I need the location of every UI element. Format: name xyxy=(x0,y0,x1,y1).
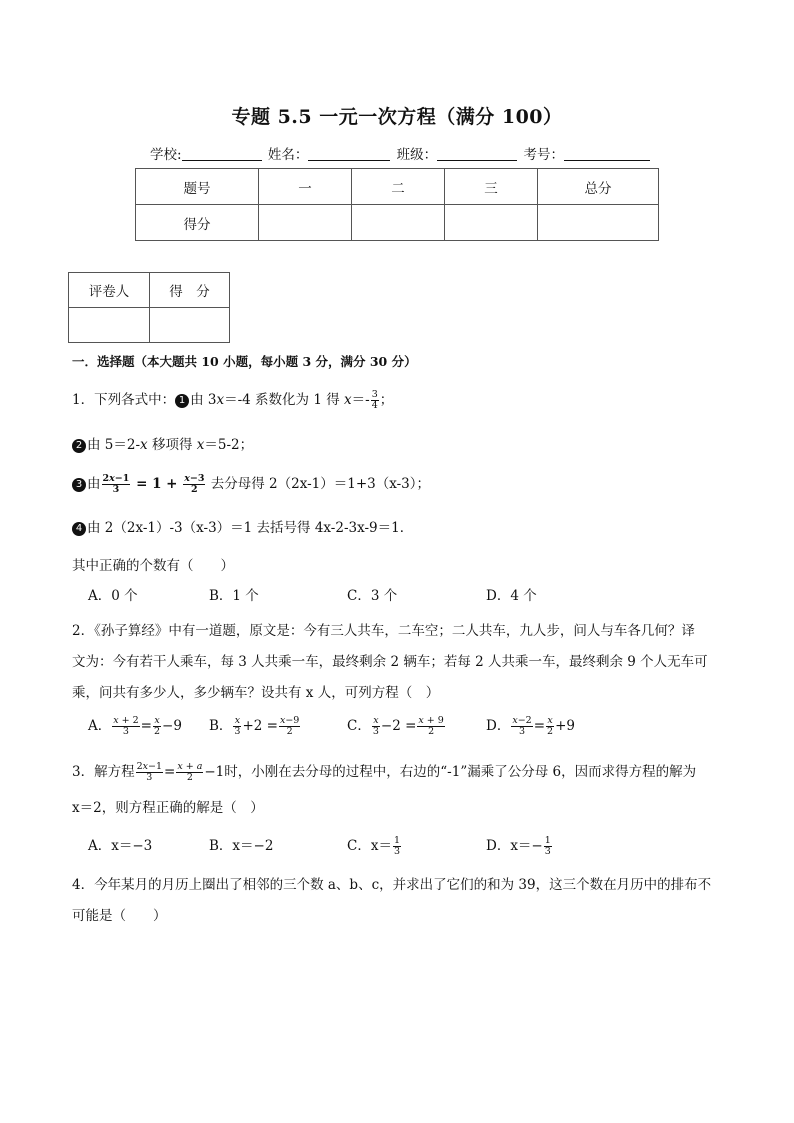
option-a[interactable]: A．x＝−3 xyxy=(88,838,153,854)
option-b[interactable]: B． $\frac{x}{3}$ +2 = $\frac{x-9}{2}$ xyxy=(209,715,300,737)
name-field[interactable] xyxy=(308,146,390,161)
grader-table xyxy=(68,272,230,343)
student-info-line xyxy=(150,143,652,163)
page-title: 专题 5.5 一元一次方程（满分 100） xyxy=(231,106,563,128)
q1-statement-4: 4 由 2（2x-1）-3（x-3）＝1 去括号得 4x-2-3x-9＝1． xyxy=(72,516,413,536)
score-cell[interactable] xyxy=(352,205,445,241)
score-table-header-row xyxy=(136,169,659,205)
q1-statement-2: 2 由 5＝2-x 移项得 x＝5-2； xyxy=(72,433,253,453)
q1-statement-1: 1．下列各式中： 1 由 3x＝-4 系数化为 1 得 x＝- $\frac{3}{4}$ ； xyxy=(72,389,394,411)
exam-no-label: 考号： xyxy=(523,147,564,163)
circled-3-icon: 3 xyxy=(72,478,86,492)
grader-header-cell: 评卷人 xyxy=(69,273,150,308)
option-d[interactable]: D．x＝− $\frac{1}{3}$ xyxy=(486,835,551,857)
score-header-cell: 总分 xyxy=(538,169,659,205)
circled-4-icon: 4 xyxy=(72,522,86,536)
score-row-label: 得分 xyxy=(136,205,259,241)
q4-line-1: 4．今年某月的月历上圈出了相邻的三个数 a、b、c，并求出了它们的和为 39，这三个数在月历中的排布不 xyxy=(72,877,712,893)
class-field[interactable] xyxy=(437,146,517,161)
q3-line-2: x＝2，则方程正确的解是（ ） xyxy=(72,800,264,816)
score-cell[interactable] xyxy=(445,205,538,241)
fraction: $\frac{3}{4}$ xyxy=(371,389,378,411)
score-cell[interactable] xyxy=(538,205,659,241)
option-d[interactable]: D． $\frac{x-2}{3}$ = $\frac{x}{2}$ +9 xyxy=(486,715,575,737)
option-a[interactable]: A．0 个 xyxy=(88,588,138,604)
circled-2-icon: 2 xyxy=(72,439,86,453)
grader-header-cell: 得 分 xyxy=(150,273,230,308)
option-c[interactable]: C．x＝ $\frac{1}{3}$ xyxy=(347,835,400,857)
grader-header-row xyxy=(69,273,230,308)
score-header-cell: 一 xyxy=(259,169,352,205)
grader-cell[interactable] xyxy=(69,308,150,343)
school-label: 学校: xyxy=(150,147,182,163)
score-header-cell: 三 xyxy=(445,169,538,205)
option-c[interactable]: C． $\frac{x}{3}$ −2 = $\frac{x + 9}{2}$ xyxy=(347,715,444,737)
score-header-cell: 二 xyxy=(352,169,445,205)
q3-line-1: 3．解方程 $\frac{2x-1}{3}$ = $\frac{x + a}{2}$ −1时，小刚在去分母的过程中，右边的“-1”漏乘了公分母 6，因而求得方程的解为 xyxy=(72,761,697,783)
q1-statement-3: 3 由 $\frac{2x-1}{3}$ = 1 + $\frac{x-3}{2}$ 去分母得 2（2x-1）＝1+3（x-3）； xyxy=(72,472,430,495)
option-b[interactable]: B．1 个 xyxy=(209,588,259,604)
q1-question: 其中正确的个数有（ ） xyxy=(72,558,234,574)
option-c[interactable]: C．3 个 xyxy=(347,588,398,604)
section-heading: 一．选择题（本大题共 10 小题，每小题 3 分，满分 30 分） xyxy=(72,354,417,369)
circled-1-icon: 1 xyxy=(175,394,189,408)
q2-line-3: 乘，问共有多少人，多少辆车？设共有 x 人，可列方程（ ） xyxy=(72,685,440,701)
grader-row xyxy=(69,308,230,343)
class-label: 班级： xyxy=(396,147,438,163)
score-cell[interactable] xyxy=(259,205,352,241)
q2-line-2: 文为：今有若干人乘车，每 3 人共乘一车，最终剩余 2 辆车；若每 2 人共乘一车，最终剩余 9 个人无车可 xyxy=(72,654,708,670)
score-header-cell: 题号 xyxy=(136,169,259,205)
q4-line-2: 可能是（ ） xyxy=(72,908,167,924)
option-d[interactable]: D．4 个 xyxy=(486,588,537,604)
school-field[interactable] xyxy=(182,146,262,161)
name-label: 姓名： xyxy=(267,147,309,163)
score-table xyxy=(135,168,659,241)
option-a[interactable]: A． $\frac{x + 2}{3}$ = $\frac{x}{2}$ −9 xyxy=(88,715,182,737)
q2-line-1: 2．《孙子算经》中有一道题，原文是：今有三人共车，二车空；二人共车，九人步，问人与车各几何？译 xyxy=(72,623,695,639)
exam-no-field[interactable] xyxy=(564,146,650,161)
option-b[interactable]: B．x＝−2 xyxy=(209,838,274,854)
score-table-row xyxy=(136,205,659,241)
grader-cell[interactable] xyxy=(150,308,230,343)
